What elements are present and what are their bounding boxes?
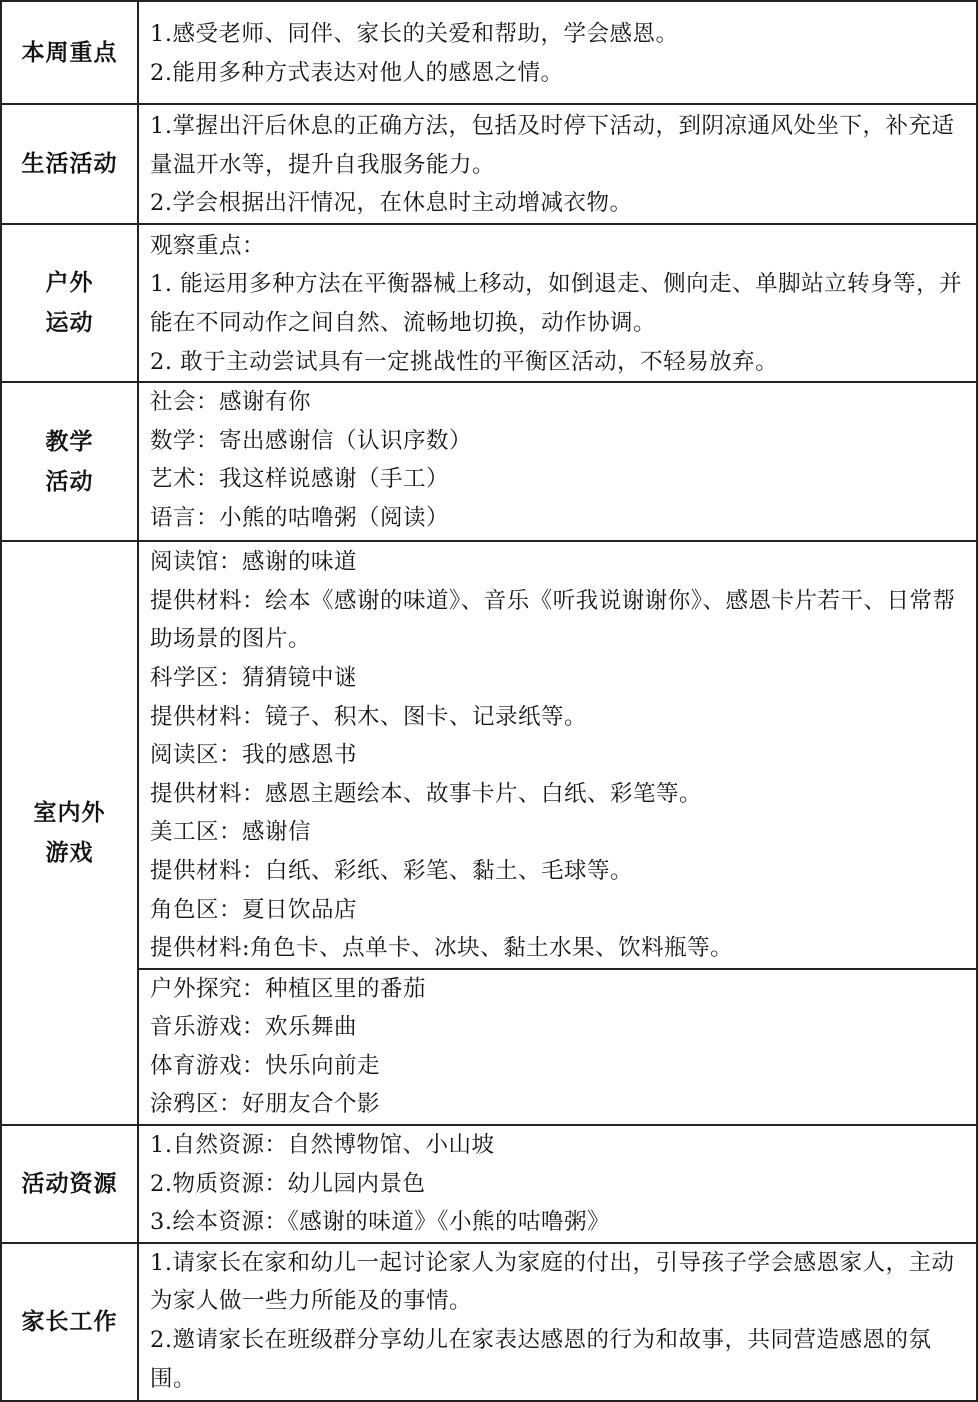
content-line: 涂鸦区：好朋友合个影 xyxy=(150,1091,381,1118)
content-line: 数学：寄出感谢信（认识序数） xyxy=(150,427,473,454)
heading-text: 家长工作 xyxy=(21,1308,118,1335)
row-weekly-focus xyxy=(1,1,977,104)
content-teaching-activities xyxy=(138,382,977,541)
content-line: 2. 敢于主动尝试具有一定挑战性的平衡区活动，不轻易放弃。 xyxy=(150,348,779,375)
heading-parent-work xyxy=(1,1243,138,1401)
content-line: 提供材料:角色卡、点单卡、冰块、黏土水果、饮料瓶等。 xyxy=(150,935,734,962)
content-line: 社会：感谢有你 xyxy=(150,389,312,416)
heading-text: 运动 xyxy=(45,309,94,336)
heading-text: 户外 xyxy=(45,269,94,296)
content-line: 1.请家长在家和幼儿一起讨论家人为家庭的付出，引导孩子学会感恩家人，主动为家人做一些力所能及的事情。 xyxy=(150,1249,955,1315)
content-line: 1. 能运用多种方法在平衡器械上移动，如倒退走、侧向走、单脚站立转身等，并能在不同动作之间自然、流畅地切换，动作协调。 xyxy=(150,271,963,336)
row-activity-resources xyxy=(1,1125,977,1243)
content-line: 1.自然资源：自然博物馆、小山坡 xyxy=(150,1132,495,1159)
content-outdoor-sports xyxy=(138,224,977,382)
heading-text: 游戏 xyxy=(45,840,94,867)
heading-weekly-focus xyxy=(1,1,138,104)
heading-activity-resources xyxy=(1,1125,138,1243)
content-line: 2.学会根据出汗情况，在休息时主动增减衣物。 xyxy=(150,190,633,217)
content-games-indoor xyxy=(138,541,977,969)
row-life-activities xyxy=(1,104,977,224)
content-line: 角色区：夏日饮品店 xyxy=(150,896,358,923)
heading-text: 教学 xyxy=(45,428,94,455)
row-teaching-activities xyxy=(1,382,977,541)
content-activity-resources xyxy=(138,1125,977,1243)
content-line: 体育游戏：快乐向前走 xyxy=(150,1052,381,1079)
heading-text: 活动资源 xyxy=(21,1170,118,1197)
content-line: 提供材料：白纸、彩纸、彩笔、黏土、毛球等。 xyxy=(150,857,634,884)
content-line: 1.感受老师、同伴、家长的关爱和帮助，学会感恩。 xyxy=(150,21,679,47)
row-games-indoor xyxy=(1,541,977,969)
heading-life-activities xyxy=(1,104,138,224)
row-outdoor-sports xyxy=(1,224,977,382)
content-line: 提供材料：镜子、积木、图卡、记录纸等。 xyxy=(150,703,588,730)
content-line: 科学区：猜猜镜中谜 xyxy=(150,664,358,691)
row-games-outdoor xyxy=(1,969,977,1125)
content-line: 3.绘本资源：《感谢的味道》《小熊的咕噜粥》 xyxy=(150,1209,610,1236)
heading-text: 室内外 xyxy=(33,800,106,827)
content-line: 2.能用多种方式表达对他人的感恩之情。 xyxy=(150,59,564,86)
content-line: 2.物质资源：幼儿园内景色 xyxy=(150,1170,426,1197)
heading-games xyxy=(1,541,138,1125)
content-line: 观察重点： xyxy=(150,232,266,259)
content-line: 提供材料：绘本《感谢的味道》、音乐《听我说谢谢你》、感恩卡片若干、日常帮助场景的图片。 xyxy=(150,587,956,653)
content-life-activities xyxy=(138,104,977,224)
content-line: 艺术：我这样说感谢（手工） xyxy=(150,466,450,493)
row-parent-work xyxy=(1,1243,977,1401)
content-line: 阅读区：我的感恩书 xyxy=(150,742,358,769)
heading-outdoor-sports xyxy=(1,224,138,382)
content-line: 户外探究：种植区里的番茄 xyxy=(150,975,427,1002)
content-weekly-focus xyxy=(138,1,977,104)
content-line: 美工区：感谢信 xyxy=(150,819,312,846)
heading-teaching-activities xyxy=(1,382,138,541)
content-line: 1.掌握出汗后休息的正确方法，包括及时停下活动，到阴凉通风处坐下，补充适量温开水等，提升自我服务能力。 xyxy=(150,113,955,178)
heading-text: 生活活动 xyxy=(21,150,118,177)
content-line: 语言：小熊的咕噜粥（阅读） xyxy=(150,504,450,531)
content-line: 音乐游戏：欢乐舞曲 xyxy=(150,1014,358,1041)
content-parent-work xyxy=(138,1243,977,1401)
content-line: 2.邀请家长在班级群分享幼儿在家表达感恩的行为和故事，共同营造感恩的氛围。 xyxy=(150,1327,932,1392)
heading-text: 活动 xyxy=(45,468,94,495)
content-line: 阅读馆：感谢的味道 xyxy=(150,549,358,576)
content-games-outdoor xyxy=(138,969,977,1125)
content-line: 提供材料：感恩主题绘本、故事卡片、白纸、彩笔等。 xyxy=(150,780,703,807)
heading-text: 本周重点 xyxy=(21,39,118,66)
